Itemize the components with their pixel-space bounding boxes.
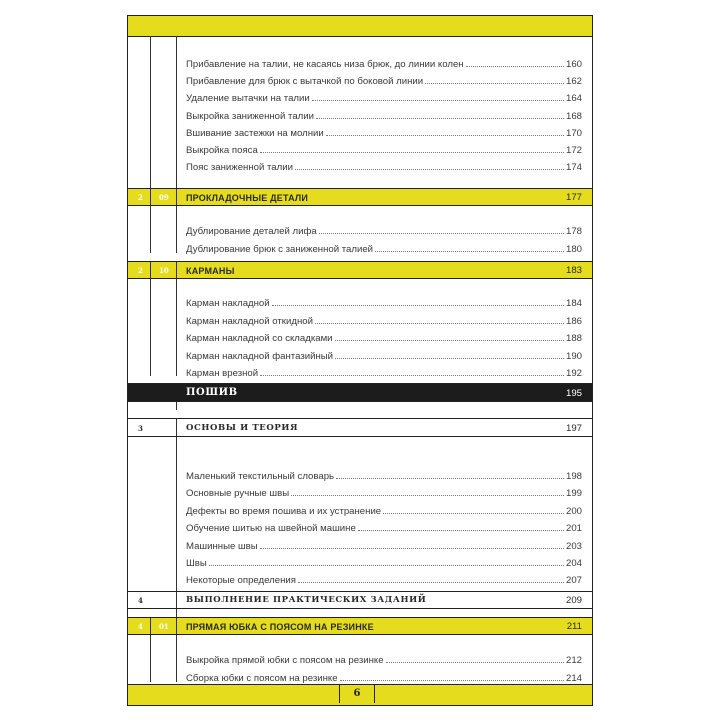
toc-entry-page: 174 xyxy=(565,162,582,174)
toc-entry[interactable] xyxy=(186,650,582,666)
chapter-number: 4 xyxy=(138,596,143,605)
chapter-band xyxy=(128,418,592,437)
dot-leader xyxy=(335,340,564,341)
toc-entry-page: 203 xyxy=(565,540,582,552)
chapter-title[interactable]: КАРМАНЫ xyxy=(186,266,235,276)
toc-page xyxy=(127,15,593,706)
dot-leader xyxy=(298,582,564,583)
chapter-page: 211 xyxy=(566,621,582,632)
toc-entry-page: 214 xyxy=(565,672,582,684)
subchapter-number: 09 xyxy=(159,193,169,202)
dot-leader xyxy=(260,548,564,549)
chapter-title[interactable]: ПРОКЛАДОЧНЫЕ ДЕТАЛИ xyxy=(186,193,309,203)
toc-entry[interactable] xyxy=(186,221,582,237)
column-line xyxy=(176,36,177,191)
dot-leader xyxy=(295,169,564,170)
top-yellow-bar xyxy=(128,16,592,37)
chapter-number: 2 xyxy=(138,266,143,275)
toc-entry-title: Выкройка прямой юбки с поясом на резинке xyxy=(186,655,384,666)
toc-entry-page: 162 xyxy=(565,76,582,88)
chapter-band xyxy=(128,591,592,609)
toc-entry-page: 178 xyxy=(565,226,582,237)
toc-entry[interactable] xyxy=(186,239,582,255)
toc-entry-title: Швы xyxy=(186,558,207,569)
part-page: 195 xyxy=(565,388,582,399)
chapter-band xyxy=(128,261,592,279)
toc-entry-title: Выкройка заниженной талии xyxy=(186,110,314,122)
dot-leader xyxy=(260,152,564,153)
dot-leader xyxy=(316,118,564,119)
toc-entry[interactable] xyxy=(186,71,582,87)
column-line xyxy=(176,634,177,682)
dot-leader xyxy=(358,530,564,531)
chapter-number: 2 xyxy=(138,193,143,202)
toc-entry[interactable] xyxy=(186,466,582,482)
toc-entry-title: Прибавление на талии, не касаясь низа брюк, до линии колен xyxy=(186,59,464,70)
subchapter-number: 01 xyxy=(159,622,169,631)
toc-entry-page: 199 xyxy=(565,488,582,500)
dot-leader xyxy=(209,565,564,566)
toc-entry[interactable] xyxy=(186,123,582,139)
bottom-yellow-bar xyxy=(128,684,592,705)
toc-entry-page: 204 xyxy=(565,558,582,569)
toc-entry-page: 192 xyxy=(565,368,582,379)
toc-entry[interactable] xyxy=(186,346,582,362)
toc-entry-page: 184 xyxy=(565,298,582,309)
toc-entry-title: Карман накладной со складками xyxy=(186,333,333,344)
dot-leader xyxy=(425,83,564,84)
toc-entry-title: Сборка юбки с поясом на резинке xyxy=(186,672,338,684)
toc-entry-page: 164 xyxy=(565,93,582,105)
toc-entry[interactable] xyxy=(186,483,582,499)
toc-entry-title: Пояс заниженной талии xyxy=(186,162,293,174)
column-line xyxy=(176,401,177,410)
column-line xyxy=(150,634,151,682)
dot-leader xyxy=(466,66,564,67)
chapter-page: 183 xyxy=(565,265,582,276)
dot-leader xyxy=(383,513,564,514)
toc-entry[interactable] xyxy=(186,54,582,70)
column-line xyxy=(176,436,177,591)
column-line xyxy=(176,278,177,376)
toc-entry-page: 207 xyxy=(565,575,582,587)
dot-leader xyxy=(260,375,564,376)
toc-entry[interactable] xyxy=(186,501,582,517)
toc-entry-page: 188 xyxy=(565,333,582,344)
toc-entry[interactable] xyxy=(186,293,582,309)
toc-entry[interactable] xyxy=(186,553,582,569)
dot-leader xyxy=(291,495,564,496)
toc-entry-title: Некоторые определения xyxy=(186,575,296,587)
toc-entry-page: 160 xyxy=(565,59,582,70)
toc-entry-title: Карман накладной xyxy=(186,298,270,309)
dot-leader xyxy=(312,100,564,101)
toc-entry[interactable] xyxy=(186,570,582,586)
toc-entry[interactable] xyxy=(186,328,582,344)
dot-leader xyxy=(315,323,564,324)
chapter-band xyxy=(128,617,592,635)
dot-leader xyxy=(375,251,564,252)
chapter-page: 197 xyxy=(565,423,582,434)
chapter-number: 3 xyxy=(138,424,143,433)
chapter-band xyxy=(128,188,592,206)
toc-entry-title: Дублирование брюк с заниженной талией xyxy=(186,243,374,255)
toc-entry-page: 186 xyxy=(565,315,582,327)
toc-entry-page: 170 xyxy=(565,127,582,139)
toc-entry-title: Вшивание застежки на молнии xyxy=(186,127,324,139)
toc-entry-title: Карман накладной откидной xyxy=(186,315,313,327)
toc-entry[interactable] xyxy=(186,536,582,552)
toc-entry-page: 180 xyxy=(565,243,582,255)
toc-entry-title: Маленький текстильный словарь xyxy=(186,471,335,482)
part-band xyxy=(128,383,592,402)
column-line xyxy=(150,36,151,191)
toc-entry-page: 201 xyxy=(565,523,582,535)
dot-leader xyxy=(319,233,564,234)
toc-entry-page: 190 xyxy=(565,350,582,362)
column-line xyxy=(150,278,151,376)
page-number: 6 xyxy=(339,684,375,703)
dot-leader xyxy=(386,662,564,663)
toc-entry-title: Основные ручные швы xyxy=(186,488,290,500)
toc-entry-title: Карман врезной xyxy=(186,368,259,379)
subchapter-number: 10 xyxy=(159,266,169,275)
toc-entry-page: 200 xyxy=(565,505,582,517)
toc-entry-title: Удаление вытачки на талии xyxy=(186,93,310,105)
chapter-page: 177 xyxy=(565,192,582,203)
toc-entry[interactable] xyxy=(186,88,582,104)
toc-entry[interactable] xyxy=(186,157,582,173)
toc-entry-page: 212 xyxy=(565,655,582,666)
chapter-title[interactable]: ОСНОВЫ И ТЕОРИЯ xyxy=(186,423,299,433)
dot-leader xyxy=(340,680,564,681)
chapter-title[interactable]: ВЫПОЛНЕНИЕ ПРАКТИЧЕСКИХ ЗАДАНИЙ xyxy=(186,595,427,605)
toc-entry-title: Выкройка пояса xyxy=(186,145,258,156)
part-title[interactable]: ПОШИВ xyxy=(186,387,238,398)
toc-entry[interactable] xyxy=(186,311,582,327)
toc-entry-page: 168 xyxy=(565,110,582,122)
chapter-number: 4 xyxy=(138,622,143,631)
dot-leader xyxy=(326,135,564,136)
dot-leader xyxy=(336,478,564,479)
column-line xyxy=(150,205,151,253)
toc-entry[interactable] xyxy=(186,106,582,122)
toc-entry[interactable] xyxy=(186,363,582,379)
toc-entry[interactable] xyxy=(186,668,582,684)
toc-entry-title: Дублирование деталей лифа xyxy=(186,226,317,237)
toc-entry-title: Машинные швы xyxy=(186,540,258,552)
toc-entry-page: 198 xyxy=(565,471,582,482)
chapter-title[interactable]: ПРЯМАЯ ЮБКА С ПОЯСОМ НА РЕЗИНКЕ xyxy=(186,622,374,632)
toc-entry[interactable] xyxy=(186,518,582,534)
toc-entry[interactable] xyxy=(186,140,582,156)
dot-leader xyxy=(335,358,564,359)
dot-leader xyxy=(272,305,564,306)
toc-entry-title: Дефекты во время пошива и их устранение xyxy=(186,505,382,517)
chapter-page: 209 xyxy=(565,595,582,606)
toc-entry-title: Обучение шитью на швейной машине xyxy=(186,523,356,535)
column-line xyxy=(176,205,177,253)
toc-entry-title: Карман накладной фантазийный xyxy=(186,350,333,362)
toc-entry-title: Прибавление для брюк с вытачкой по боковой линии xyxy=(186,76,424,88)
toc-entry-page: 172 xyxy=(565,145,582,156)
